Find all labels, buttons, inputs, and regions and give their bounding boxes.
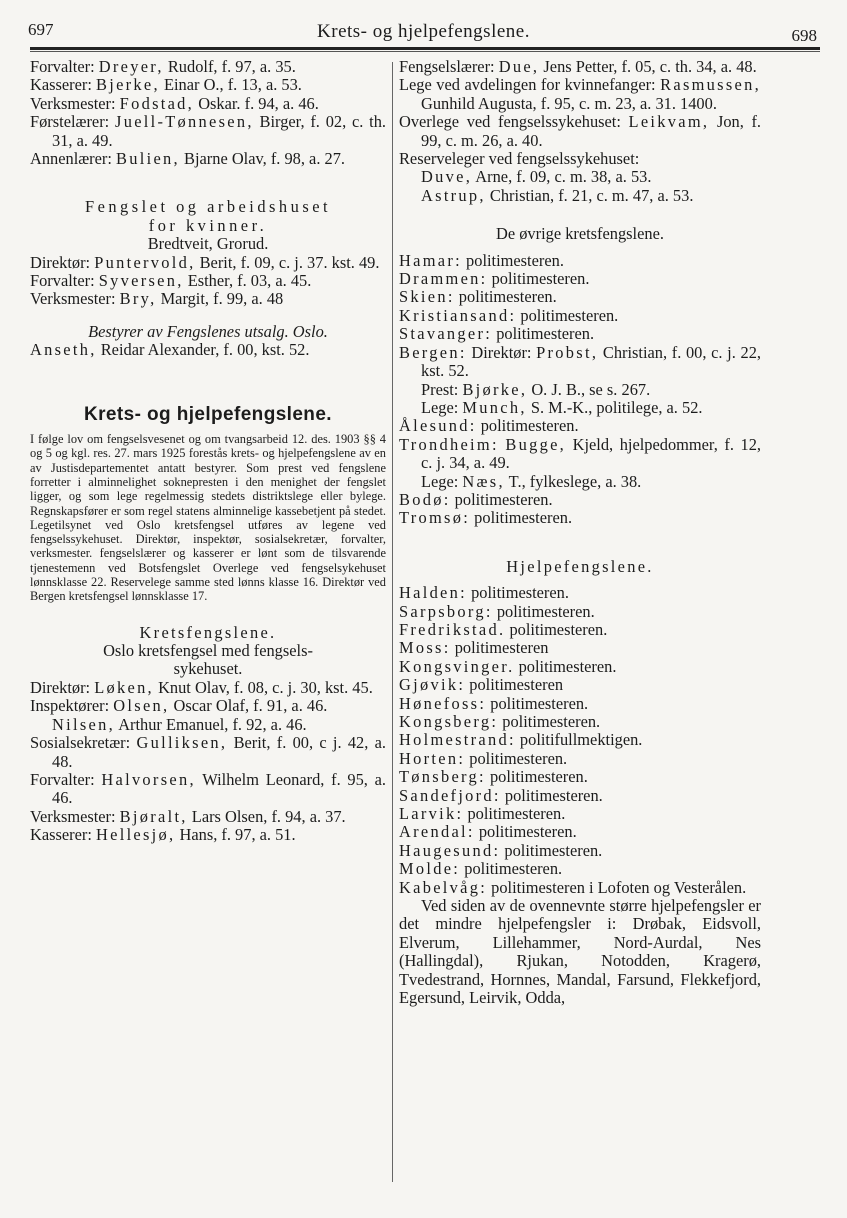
section-title: Fengslet og arbeidshuset — [84, 197, 332, 217]
entry: Horten: politimesteren. — [399, 748, 568, 768]
header-rule — [30, 47, 820, 50]
entry: Forvalter: Halvorsen, Wilhelm Leonard, f. 95, a. 46. — [30, 769, 387, 808]
left-column — [30, 58, 386, 845]
entry: Verksmester: Bry, Margit, f. 99, a. 48 — [30, 289, 284, 309]
entry: Forvalter: Syversen, Esther, f. 03, a. 45. — [30, 271, 312, 291]
section-title: Bestyrer av Fengslenes utsalg. Oslo. — [88, 321, 328, 341]
entry: Lege ved avdelingen for kvinnefanger: Rasmussen, Gunhild Augusta, f. 95, c. m. 23, a. 31. 1400. — [399, 75, 761, 113]
entry: Kongsvinger. politimesteren. — [399, 656, 617, 676]
entry: Hamar: politimesteren. — [399, 250, 564, 270]
entry: Inspektører: Olsen, Oscar Olaf, f. 91, a. 46. — [30, 696, 328, 716]
entry: Fengselslærer: Due, Jens Petter, f. 05, c. th. 34, a. 48. — [399, 57, 757, 76]
section-subtitle: Oslo kretsfengsel med fengsels- — [103, 641, 313, 661]
section-title: for kvinner. — [148, 215, 268, 235]
entry: Prest: Bjørke, O. J. B., se s. 267. — [421, 379, 651, 399]
section-title: De øvrige kretsfengslene. — [496, 224, 664, 244]
entry: Gjøvik: politimesteren — [399, 675, 564, 695]
entry: Astrup, Christian, f. 21, c. m. 47, a. 53. — [421, 185, 694, 205]
entry: Bergen: Direktør: Probst, Christian, f. 00, c. j. 22, kst. 52. — [399, 342, 761, 381]
running-title: Krets- og hjelpefengslene. — [317, 21, 530, 42]
entry: Halden: politimesteren. — [399, 583, 569, 603]
entry: Bodø: politimesteren. — [399, 489, 553, 509]
entry: Direktør: Løken, Knut Olav, f. 08, c. j. 30, kst. 45. — [30, 677, 373, 697]
entry: Overlege ved fengselssykehuset: Leikvam, Jon, f. 99, c. m. 26, a. 40. — [399, 112, 761, 150]
entry: Kasserer: Bjerke, Einar O., f. 13, a. 53. — [30, 75, 302, 95]
entry: Holmestrand: politifullmektigen. — [399, 730, 643, 750]
entry: Drammen: politimesteren. — [399, 269, 590, 289]
entry: Moss: politimesteren — [399, 638, 549, 658]
entry: Tønsberg: politimesteren. — [399, 767, 588, 787]
entry: Fredrikstad. politimesteren. — [399, 619, 608, 639]
page-header — [0, 0, 847, 50]
entry: Reserveleger ved fengselssykehuset: — [399, 149, 640, 169]
entry: Sosialsekretær: Gulliksen, Berit, f. 00, c j. 42, a. 48. — [30, 733, 386, 771]
entry: Lege: Munch, S. M.-K., politilege, a. 52. — [421, 397, 703, 417]
entry: Kasserer: Hellesjø, Hans, f. 97, a. 51. — [30, 825, 296, 845]
entry: Nilsen, Arthur Emanuel, f. 92, a. 46. — [52, 714, 307, 734]
right-column — [399, 58, 761, 1008]
section-subtitle: sykehuset. — [173, 659, 243, 679]
entry: Duve, Arne, f. 09, c. m. 38, a. 53. — [421, 167, 652, 187]
entry: Kabelvåg: politimesteren i Lofoten og Vesterålen. — [399, 877, 747, 897]
entry: Forvalter: Dreyer, Rudolf, f. 97, a. 35. — [30, 57, 296, 76]
entry: Lege: Næs, T., fylkeslege, a. 38. — [421, 471, 642, 491]
body-text: Ved siden av de ovennevnte større hjelpefengsler er det mindre hjelpefengsler i: Drøbak, Eidsvoll, Elverum, Lillehammer, Nord-Aurdal, Nes (Hallingdal), Rjukan, Notodden, Kragerø, Tvedestrand, Hornnes, Mandal, Farsund, Flekkefjord, Egersund, Leirvik, Odda, — [399, 896, 761, 1008]
entry: Verksmester: Fodstad, Oskar. f. 94, a. 46. — [30, 93, 319, 113]
entry: Trondheim: Bugge, Kjeld, hjelpedommer, f. 12, c. j. 34, a. 49. — [399, 434, 761, 473]
section-title: Hjelpefengslene. — [506, 556, 654, 576]
section-place: Bredtveit, Grorud. — [147, 234, 269, 254]
entry: Hønefoss: politimesteren. — [399, 693, 589, 713]
entry: Verksmester: Bjøralt, Lars Olsen, f. 94, a. 37. — [30, 806, 346, 826]
page-number-right: 698 — [791, 26, 817, 45]
section-heading: Krets- og hjelpefengslene. — [84, 403, 332, 425]
section-title: Kretsfengslene. — [139, 622, 277, 642]
entry: Ålesund: politimesteren. — [399, 416, 579, 436]
entry: Tromsø: politimesteren. — [399, 508, 573, 528]
entry: Stavanger: politimesteren. — [399, 324, 595, 344]
entry: Sandefjord: politimesteren. — [399, 785, 603, 805]
entry: Sarpsborg: politimesteren. — [399, 601, 595, 621]
page-number-left: 697 — [28, 20, 54, 39]
entry: Skien: politimesteren. — [399, 287, 557, 307]
body-text: I følge lov om fengselsvesenet og om tvangsarbeid 12. des. 1903 §§ 4 og 5 og kgl. res. 27. mars 1925 forestås krets- og hjelpefengslene av en av Justisdepartementet antatt bestyrer. Som prest ved fengslene forretter i alminnelighet soknepresten i den menighet der fengslet ligger, og som lege regelmessig stedets distriktslege eller bylege. Regnskapsfører er som regel statens alminnelige kassebetjent på stedet. Legetilsynet ved Oslo kretsfengsel utføres av legene ved fengselssykehuset. Direktør, inspektør, sosialsekretær, forvalter, verksmester. fengselslærer og kasserer er lønt som de tilsvarende tjenestemenn ved Botsfengslet Overlege ved fengselsykehuset lønnsklasse 22. Reservelege samme sted lønns klasse 16. Direktør ved Bergen kretsfengsel lønnsklasse 17. — [30, 432, 386, 604]
entry: Førstelærer: Juell-Tønnesen, Birger, f. 02, c. th. 31, a. 49. — [30, 112, 386, 150]
entry: Arendal: politimesteren. — [399, 822, 577, 842]
entry: Direktør: Puntervold, Berit, f. 09, c. j. 37. kst. 49. — [30, 252, 380, 272]
entry: Haugesund: politimesteren. — [399, 840, 603, 860]
entry: Molde: politimesteren. — [399, 859, 563, 879]
entry: Annenlærer: Bulien, Bjarne Olav, f. 98, a. 27. — [30, 149, 346, 169]
entry: Larvik: politimesteren. — [399, 804, 566, 824]
entry: Kongsberg: politimesteren. — [399, 712, 601, 731]
entry: Kristiansand: politimesteren. — [399, 305, 619, 325]
entry: Anseth, Reidar Alexander, f. 00, kst. 52. — [30, 340, 310, 360]
header-rule-thin — [30, 51, 820, 52]
column-divider — [392, 62, 393, 1182]
